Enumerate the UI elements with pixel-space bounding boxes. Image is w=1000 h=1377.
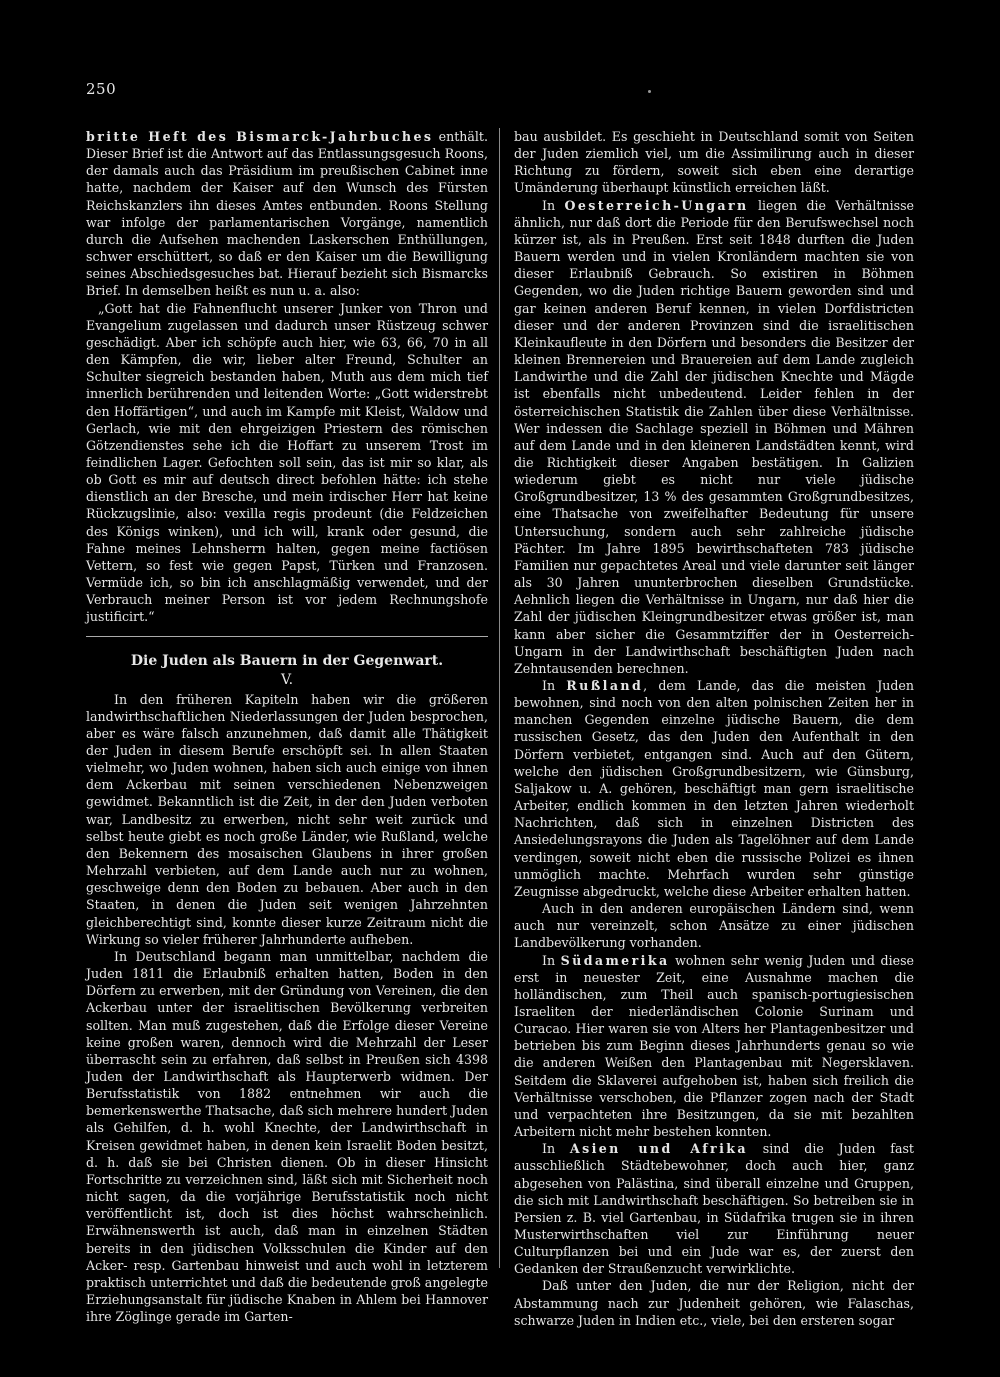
spaced-text: Rußland	[566, 678, 644, 693]
paragraph-lead: In	[542, 1141, 570, 1157]
left-article-body	[86, 691, 488, 1326]
paragraph-lead: In	[542, 952, 561, 968]
paragraph-asia-africa	[514, 1140, 914, 1277]
paragraph-continued: bau ausbildet. Es geschieht in Deutschland somit von Seiten der Juden ziemlich viel, um die Assimilirung auch in dieser Richtung zu fördern, soweit sich eben eine derartige Umänderung überhaupt künstlich erreichen läßt.	[514, 129, 914, 196]
paragraph-text: enthält. Dieser Brief ist die Antwort auf das Entlassungsgesuch Roons, der damals auch das Präsidium im preußischen Cabinet inne hatte, nachdem der Kaiser auf den Wunsch des Fürsten Reichskanzlers ihn dieses Amtes entbunden. Roons Stellung war infolge der parlamentarischen Vorgänge, namentlich durch die Aufsehen machenden Laskerschen Enthüllungen, schwer erschüttert, so daß er den Kaiser um die Bewilligung seines Abschiedsgesuches bat. Hierauf bezieht sich Bismarcks Brief. In demselben heißt es nun u. a. also:	[86, 129, 488, 299]
paragraph-text: wohnen sehr wenig Juden und diese erst in neuester Zeit, eine Ausnahme machen die holländischen, zum Theil auch spanisch-portugiesischen Israeliten der niederländischen Colonie Surinam und Curacao. Hier waren sie von Alters her Plantagenbesitzer und betrieben bis zum Beginn dieses Jahrhunderts genau so wie die anderen Weißen den Plantagenbau mit Negersklaven. Seitdem die Sklaverei aufgehoben ist, haben sich freilich die Verhältnisse verschoben, die Pflanzer zogen nach der Stadt und verpachteten ihre Besitzungen, da sie mit bezahlten Arbeitern nicht mehr bestehen konnten.	[514, 952, 914, 1140]
paragraph-text: liegen die Verhältnisse ähnlich, nur daß dort die Periode für den Berufswechsel noch kürzer ist, als in Preußen. Erst seit 1848 durften die Juden Bauern werden und in vielen Kronländern machten sie von dieser Erlaubniß Gebrauch. So existiren in Böhmen Gegenden, wo die Juden richtige Bauern geworden sind und gar keinen anderen Beruf kennen, in vielen Dorfdistricten dieser und der anderen Provinzen sind die israelitischen Kleinkaufleute in den Dörfern und besonders die Besitzer der kleinen Brennereien und Brauereien auf dem Lande zugleich Landwirthe und die Zahl der jüdischen Knechte und Mägde ist ebenfalls nicht unbedeutend. Leider fehlen in der österreichischen Statistik die Zahlen über diese Verhältnisse. Wer indessen die Sachlage speziell in Böhmen und Mähren auf dem Lande und in den kleineren Landstädten kennt, wird die Richtigkeit dieser Angaben bestätigen. In Galizien wiederum giebt es nicht nur viele jüdische Großgrundbesitzer, 13 % des gesammten Großgrundbesitzes, eine Thatsache von zweifelhafter Bedeutung für unsere Untersuchung, sondern auch sehr zahlreiche jüdische Pächter. Im Jahre 1895 bewirthschafteten 783 jüdische Familien nur gepachtetes Areal und viele darunter seit länger als 30 Jahren ununterbrochen dieselben Grundstücke. Aehnlich liegen die Verhältnisse in Ungarn, nur daß hier die Zahl der jüdischen Kleingrundbesitzer etwas größer ist, man kann aber sicher die Gesammtziffer der in Oesterreich-Ungarn in der Landwirthschaft beschäftigten Juden nach Zehntausenden berechnen.	[514, 197, 914, 676]
paragraph: In den früheren Kapiteln haben wir die größeren landwirthschaftlichen Niederlassungen der Juden besprochen, aber es wäre falsch anzunehmen, daß damit alle Thätigkeit der Juden in diesem Berufe erschöpft sei. In allen Staaten vielmehr, wo Juden wohnen, haben sich auch einige von ihnen dem Ackerbau mit seinen verschiedenen Nebenzweigen gewidmet. Bekanntlich ist die Zeit, in der den Juden verboten war, Landbesitz zu erwerben, nicht sehr weit zurück und selbst heute giebt es noch große Länder, wie Rußland, welche den Bekennern des mosaischen Glaubens in ihrer großen Mehrzahl verbieten, auf dem Lande auch nur zu wohnen, geschweige denn den Boden zu bebauen. Aber auch in den Staaten, in denen die Juden seit wenigen Jahrzehnten gleichberechtigt sind, konnte dieser kurze Zeitraum nicht die Wirkung so vieler früherer Jahrhunderte aufheben.	[86, 691, 488, 947]
scan-speck	[648, 90, 651, 93]
spaced-text: Oesterreich-Ungarn	[564, 197, 749, 213]
paragraph-final: Daß unter den Juden, die nur der Religion, nicht der Abstammung nach zur Judenheit gehören, wie Falaschas, schwarze Juden in Indien etc., viele, bei den ersteren sogar	[514, 1278, 914, 1328]
right-article-body	[514, 128, 914, 1329]
column-divider	[499, 128, 500, 1268]
paragraph-south-america	[514, 952, 914, 1141]
article-heading: Die Juden als Bauern in der Gegenwart.	[130, 652, 444, 669]
chapter-number: V.	[280, 671, 294, 688]
spaced-text: Asien und Afrika	[569, 1141, 748, 1157]
bismarck-quote: „Gott hat die Fahnenflucht unserer Junker von Thron und Evangelium zugelassen und dadurch unser Rüstzeug schwer geschädigt. Aber ich schöpfe auch hier, wie 63, 66, 70 in all den Kämpfen, die wir, lieber alter Freund, Schulter an Schulter siegreich bestanden haben, Muth aus dem mich tief innerlich berührenden und leitenden Worte: „Gott widerstrebt den Hoffärtigen“, und auch im Kampfe mit Kleist, Waldow und Gerlach, wie mit den ehrgeizigen Priestern des römischen Götzendienstes sehe ich die Hoffart zu unserem Trost im feindlichen Lager. Gefochten soll sein, das ist mir so klar, als ob Gott es mir auf deutsch direct befohlen hätte: ich stehe dienstlich an der Bresche, und mein irdischer Herr hat keine Rückzugslinie, also: vexilla regis prodeunt (die Feldzeichen des Königs winken), und ich will, krank oder gesund, die Fahne meines Lehnsherrn halten, gegen meine factiösen Vettern, so fest wie gegen Papst, Türken und Franzosen. Vermüde ich, so bin ich anschlagmäßig verwendet, und der Verbrauch meiner Person ist vor jedem Rechnungshofe justificirt.“	[86, 300, 488, 625]
paragraph-text: , dem Lande, das die meisten Juden bewohnen, sind noch von den alten polnischen Zeiten her in manchen Gegenden einzelne jüdische Bauern, die dem russischen Gesetz, das den Juden den Aufenthalt in den Dörfern verbietet, entgangen sind. Auch auf den Gütern, welche den jüdischen Großgrundbesitzern, wie Günsburg, Saljakow u. A. gehören, beschäftigt man gern israelitische Arbeiter, endlich kommen in den letzten Jahren wiederholt Nachrichten, daß sich in einzelnen Districten des Ansiedelungsrayons die Juden als Tagelöhner auf dem Lande verdingen, soweit nicht eben die russische Polizei es ihnen unmöglich machte. Mehrfach wurden sehr günstige Zeugnisse abgedruckt, welche diese Arbeiter erhalten hatten.	[514, 678, 914, 899]
left-column	[86, 128, 488, 1325]
paragraph: In Deutschland begann man unmittelbar, nachdem die Juden 1811 die Erlaubniß erhalten hatten, Boden in den Dörfern zu erwerben, mit der Gründung von Vereinen, die den Ackerbau unter der israelitischen Bevölkerung verbreiten sollten. Man muß zugestehen, daß die Erfolge dieser Vereine keine großen waren, dennoch wird die Mehrzahl der Leser überrascht sein zu erfahren, daß selbst in Preußen sich 4398 Juden der Landwirthschaft als Haupterwerb widmen. Der Berufsstatistik von 1882 entnehmen wir auch die bemerkenswerthe Thatsache, daß sich mehrere hundert Juden als Gehilfen, d. h. wohl Knechte, der Landwirthschaft in Kreisen gewidmet haben, in denen kein Israelit Boden besitzt, d. h. daß sie bei Christen dienen. Ob in dieser Hinsicht Fortschritte zu verzeichnen sind, läßt sich mit Sicherheit noch nicht sagen, da die vorjährige Berufsstatistik noch nicht veröffentlicht ist, doch ist dies höchst wahrscheinlich. Erwähnenswerth ist auch, daß man in einzelnen Städten bereits in den jüdischen Volksschulen die Kinder auf den Acker- resp. Gartenbau hinweist und auch wohl in letzterem praktisch unterrichtet und daß die bedeutende groß angelegte Erziehungsanstalt für jüdische Knaben in Ahlem bei Hannover ihre Zöglinge gerade im Garten-	[86, 948, 488, 1325]
right-column	[514, 128, 914, 1329]
left-opening-paragraph	[86, 128, 488, 626]
paragraph-europe: Auch in den anderen europäischen Ländern sind, wenn auch nur vereinzelt, schon Ansätze zu einer jüdischen Landbevölkerung vorhanden.	[514, 901, 914, 951]
paragraph-austria-hungary	[514, 197, 914, 677]
paragraph-russia	[514, 677, 914, 900]
spaced-text: britte Heft des Bismarck-Jahrbuches	[86, 129, 434, 144]
paragraph-text: sind die Juden fast ausschließlich Städtebewohner, doch auch hier, ganz abgesehen von Palästina, sind überall einzelne und Gruppen, die sich mit Landwirthschaft beschäftigen. So betreiben sie in Persien z. B. viel Gartenbau, in Südafrika trugen sie in ihren Musterwirthschaften viel zur Einführung neuer Culturpflanzen bei und ein Jude war es, der zuerst den Gedanken der Straußenzucht verwirklichte.	[514, 1141, 914, 1277]
spaced-text: Südamerika	[560, 952, 670, 968]
paragraph-lead: In	[542, 197, 565, 213]
paragraph-lead: In	[542, 678, 567, 693]
section-rule	[86, 636, 488, 637]
page-number: 250	[86, 80, 117, 98]
